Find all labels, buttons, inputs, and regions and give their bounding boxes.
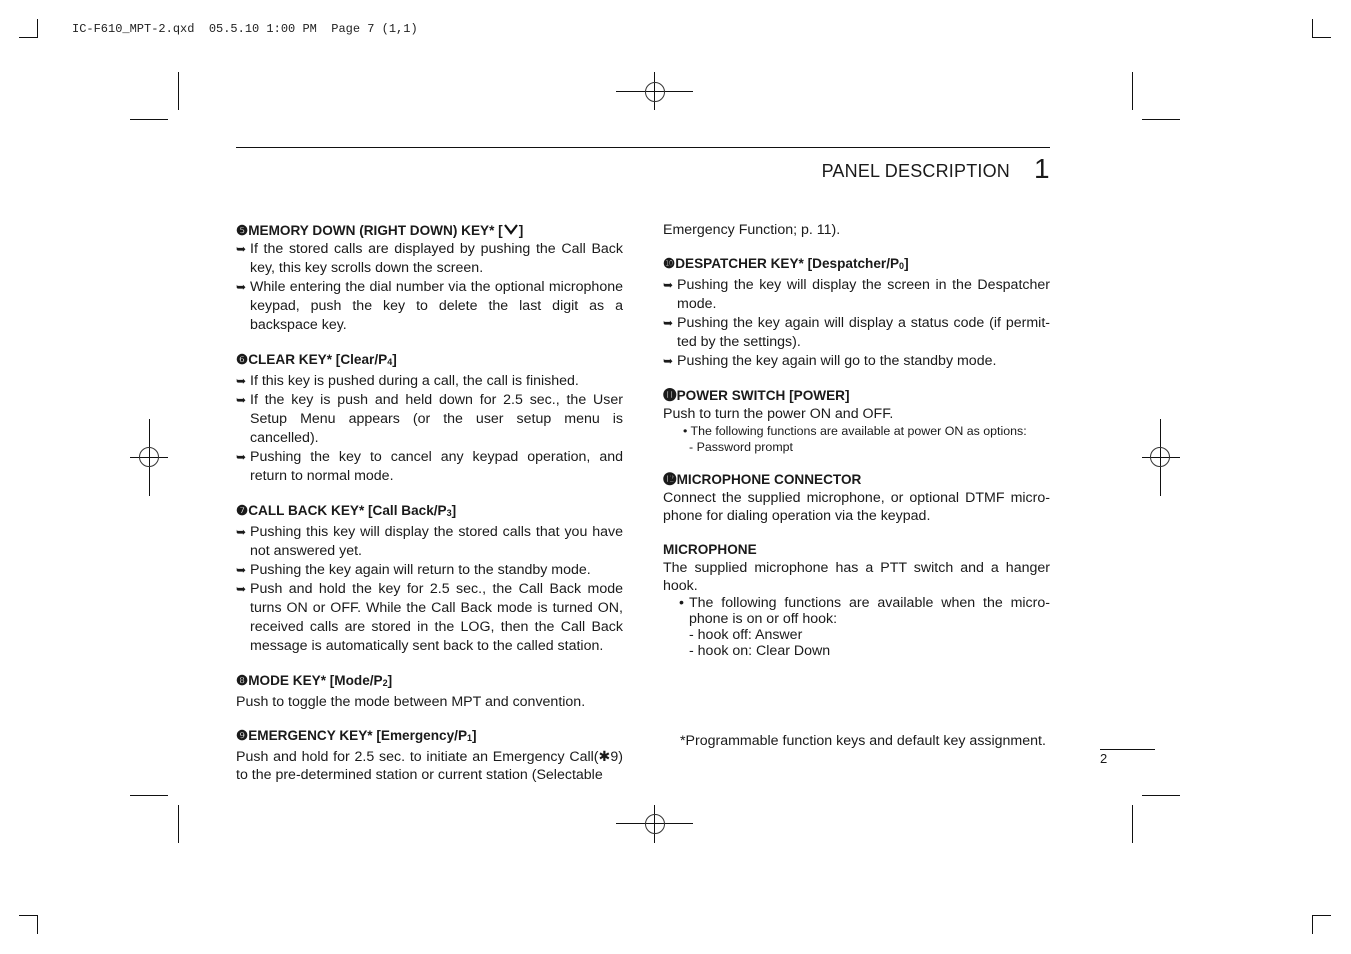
- section-text: Connect the supplied microphone, or optional DTMF micro-phone for dialing operation via the keypad.: [663, 490, 1050, 524]
- option-item: - Password prompt: [689, 440, 793, 454]
- list-item: ➥ If the stored calls are displayed by pushing the Call Back key, this key scrolls down the screen.: [236, 241, 623, 276]
- crop-mark: [19, 37, 38, 38]
- section-text: The supplied microphone has a PTT switch and a hanger hook.: [663, 560, 1050, 594]
- section-heading: ❽MODE KEY* $[Mode/P_2]$: [236, 673, 393, 688]
- section-despatcher-key: [663, 254, 1050, 371]
- arrow-icon: ➥: [663, 354, 674, 368]
- trim-mark: [1132, 72, 1133, 110]
- right-column: [663, 221, 1050, 674]
- list-item: ➥ If the key is push and held down for 2.5 sec., the User Setup Menu appears (or the user setup menu is cancelled).: [236, 392, 623, 446]
- trim-mark: [1142, 119, 1180, 120]
- crop-mark: [1312, 37, 1331, 38]
- section-microphone: [663, 540, 1050, 659]
- header-rule: [236, 147, 1050, 148]
- trim-mark: [1132, 805, 1133, 843]
- arrow-icon: ➥: [236, 280, 247, 294]
- list-item: ➥ Push and hold the key for 2.5 sec., the Call Back mode turns ON or OFF. While the Call Back mode is turned ON, received calls are stored in the LOG, then the Call Back message is automatically sent back to the called station.: [236, 581, 623, 654]
- trim-mark: [178, 805, 179, 843]
- crop-mark: [37, 915, 38, 934]
- section-mode-key: [236, 671, 623, 711]
- section-heading: ❿DESPATCHER KEY* $[Despatcher/P_0]$: [663, 256, 909, 271]
- list-item: ➥ While entering the dial number via the optional microphone keypad, push the key to delete the last digit as a backspace key.: [236, 279, 623, 333]
- crop-mark: [37, 19, 38, 38]
- chevron-down-icon: [503, 223, 519, 238]
- arrow-icon: ➥: [236, 582, 247, 596]
- section-text: Push and hold for 2.5 sec. to initiate an Emergency Call(✱9) to the pre-determined station or current station (Selectable: [236, 749, 623, 783]
- section-power-switch: [663, 386, 1050, 455]
- section-heading: ⓬MICROPHONE CONNECTOR: [663, 472, 862, 487]
- arrow-icon: ➥: [236, 525, 247, 539]
- print-slug: IC-F610_MPT-2.qxd 05.5.10 1:00 PM Page 7 (1,1): [72, 22, 418, 36]
- arrow-icon: ➥: [236, 450, 247, 464]
- trim-mark: [1142, 795, 1180, 796]
- list-item: ➥ If this key is pushed during a call, the call is finished.: [236, 373, 579, 389]
- section-heading: ❻CLEAR KEY* $[Clear/P_4]$: [236, 352, 397, 367]
- crop-mark: [1312, 915, 1313, 934]
- section-microphone-connector: [663, 470, 1050, 525]
- crop-mark: [19, 915, 38, 916]
- chapter-number: 1: [1034, 153, 1050, 184]
- section-text: Push to turn the power ON and OFF.: [663, 406, 894, 422]
- section-memory-down: [236, 221, 623, 335]
- arrow-icon: ➥: [236, 242, 247, 256]
- arrow-icon: ➥: [236, 563, 247, 577]
- trim-mark: [130, 119, 168, 120]
- list-item: ➥ Pushing this key will display the stored calls that you have not answered yet.: [236, 524, 623, 559]
- left-column: [236, 221, 623, 799]
- list-item: ➥ Pushing the key to cancel any keypad operation, and return to normal mode.: [236, 449, 623, 484]
- section-title: PANEL DESCRIPTION: [821, 161, 1010, 181]
- section-text: Push to toggle the mode between MPT and convention.: [236, 694, 586, 710]
- list-item: ➥ Pushing the key again will display a status code (if permit-ted by the settings).: [663, 315, 1050, 350]
- footnote: *Programmable function keys and default key assignment.: [680, 733, 1046, 749]
- crop-mark: [1312, 19, 1313, 38]
- section-heading: ❺MEMORY DOWN (RIGHT DOWN) KEY* [ ]: [236, 223, 524, 238]
- option-note: • The following functions are available at power ON as options:: [683, 424, 1027, 438]
- bullet-item: • The following functions are available when the micro-phone is on or off hook:: [679, 595, 1050, 627]
- section-emergency-key: [236, 726, 623, 784]
- list-item: ➥ Pushing the key again will return to the standby mode.: [236, 562, 591, 578]
- section-heading: ❼CALL BACK KEY* [Call Back/$P_3$]: [236, 503, 457, 518]
- trim-mark: [178, 72, 179, 110]
- trim-mark: [130, 795, 168, 796]
- arrow-icon: ➥: [663, 316, 674, 330]
- option-item: - hook off: Answer: [689, 627, 803, 643]
- arrow-icon: ➥: [236, 374, 247, 388]
- option-item: - hook on: Clear Down: [689, 643, 831, 659]
- page-number: 2: [1100, 751, 1108, 766]
- section-heading: ⓫POWER SWITCH [POWER]: [663, 388, 850, 403]
- page-number-rule: [1100, 749, 1155, 750]
- continuation-text: Emergency Function; p. 11).: [663, 222, 841, 238]
- arrow-icon: ➥: [663, 278, 674, 292]
- section-clear-key: [236, 350, 623, 486]
- crop-mark: [1312, 915, 1331, 916]
- section-heading: MICROPHONE: [663, 542, 757, 557]
- section-call-back-key: [236, 501, 623, 656]
- list-item: ➥ Pushing the key will display the screen in the Despatcher mode.: [663, 277, 1050, 312]
- list-item: ➥ Pushing the key again will go to the standby mode.: [663, 353, 997, 369]
- section-heading: ❾EMERGENCY KEY* $[Emergency/P_1]$: [236, 728, 477, 743]
- arrow-icon: ➥: [236, 393, 247, 407]
